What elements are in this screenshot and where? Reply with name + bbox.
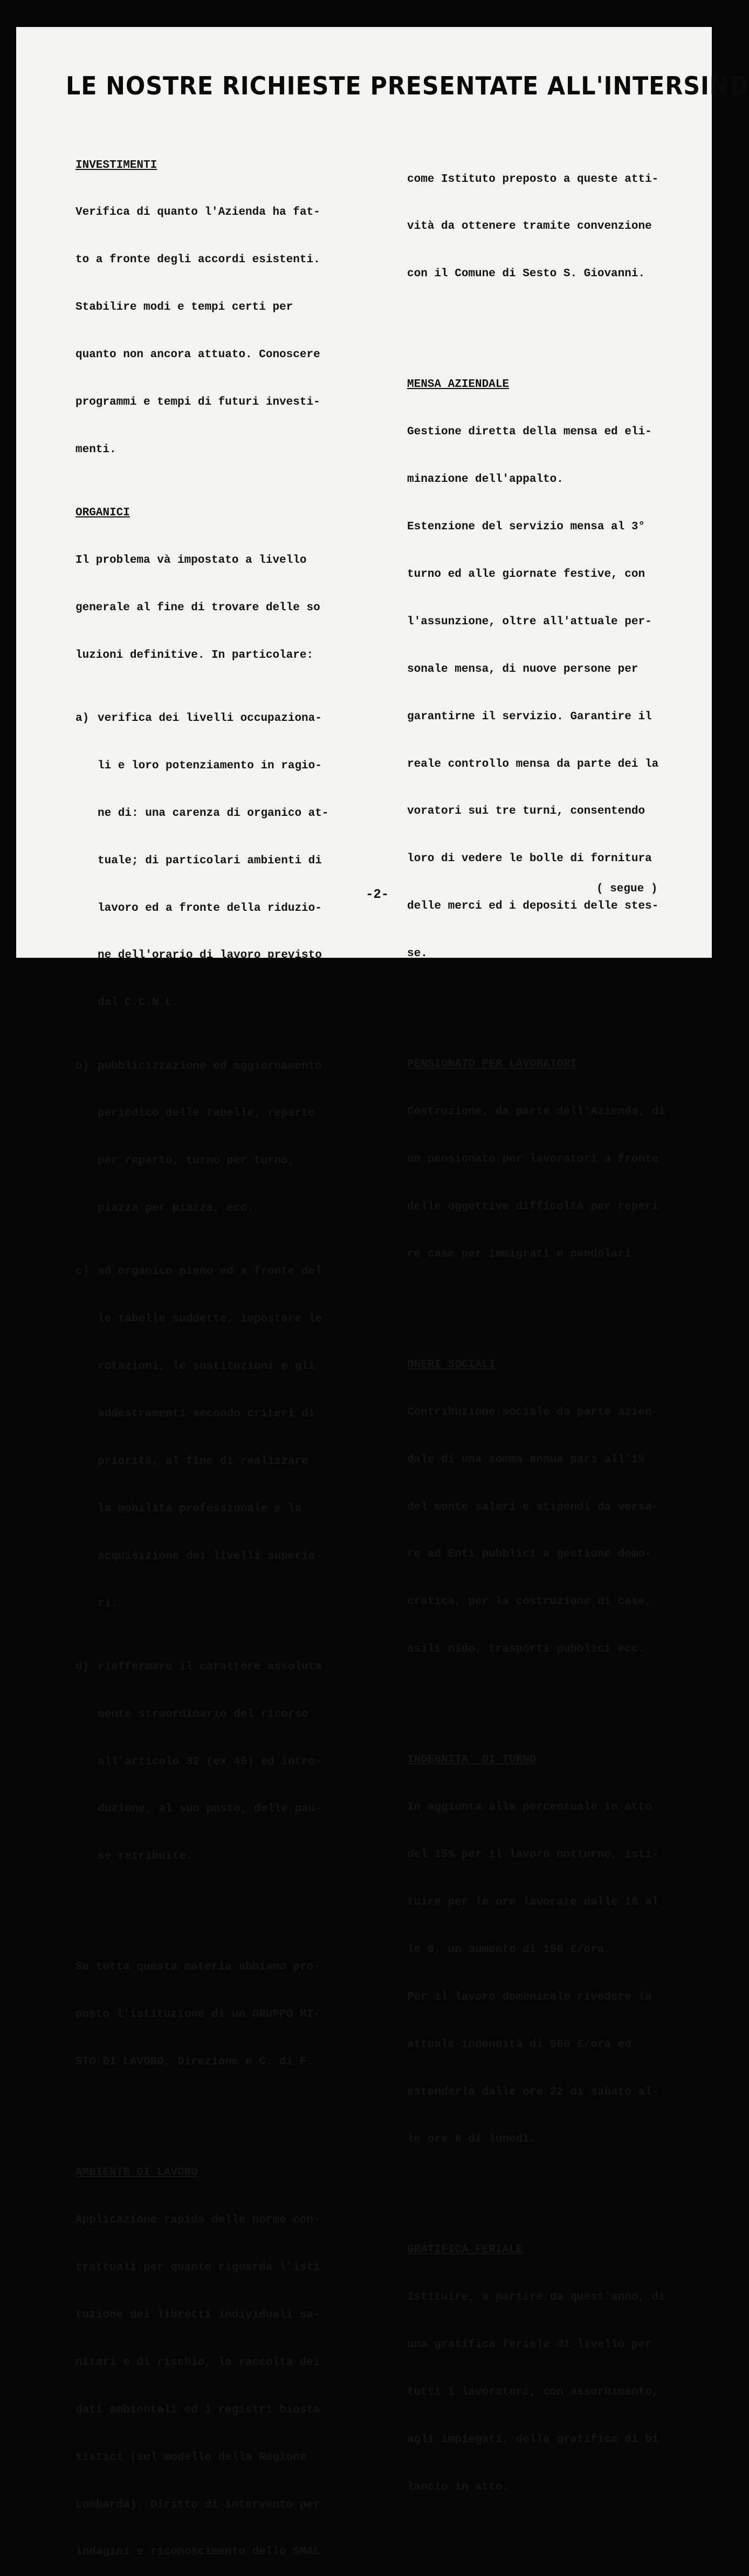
text-line: del monte salari e stipendi da versa- (407, 1501, 659, 1514)
text-line: programmi e tempi di futuri investi- (75, 396, 320, 409)
text-line: verifica dei livelli occupaziona- (98, 712, 322, 725)
text-line: addestramenti secondo criteri di (98, 1408, 315, 1421)
page-title: LE NOSTRE RICHIESTE PRESENTATE ALL'INTERSIND (66, 71, 749, 100)
text-line: Su tutta questa materia abbiamo pro- (75, 1961, 320, 1974)
list-item (75, 1659, 345, 1675)
text-line: garantirne il servizio. Garantire il (407, 710, 652, 723)
text-line: estenderla dalle ore 22 di sabato al- (407, 2086, 659, 2098)
text-line: cratica, per la costruzione di case, (407, 1596, 652, 1609)
text-line: quanto non ancora attuato. Conoscere (75, 349, 320, 362)
list-marker: c) (75, 1265, 90, 1278)
right-column (407, 140, 677, 2511)
text-line: acquisizione dei livelli superio- (98, 1550, 322, 1563)
text-line: all'articolo 32 (ex 45) ed intro- (98, 1755, 322, 1768)
text-line: mente straordinario del ricorso (98, 1708, 308, 1721)
text-line: ne di: una carenza di organico at- (98, 807, 329, 820)
text-line: vità da ottenere tramite convenzione (407, 220, 652, 233)
text-line: del 15% per il lavoro notturno, isti- (407, 1849, 659, 1862)
list-item (75, 1059, 345, 1074)
text-line: Costruzione, da parte dell'Azienda, di (407, 1106, 665, 1119)
text-line: minazione dell'appalto. (407, 473, 564, 486)
section-heading-investimenti: INVESTIMENTI (75, 159, 157, 172)
left-column (75, 126, 345, 2576)
list-item (75, 711, 345, 726)
text-line: menti. (75, 443, 116, 456)
text-line: tuale; di particolari ambienti di (98, 854, 322, 867)
text-line: re ad Enti pubblici a gestione demo- (407, 1548, 652, 1561)
text-line: ne dell'orario di lavoro previsto (98, 949, 322, 962)
text-line: asili nido, trasporti pubblici ecc. (407, 1643, 645, 1656)
text-line: Il problema và impostato a livello (75, 554, 307, 567)
text-line: dal C.C.N.L. (98, 997, 180, 1010)
text-line: duzione, al suo posto, delle pau- (98, 1803, 322, 1816)
text-line: voratori sui tre turni, consentendo (407, 805, 645, 818)
text-line: Lombarda). Diritto di intervento per (75, 2498, 320, 2511)
text-line: rotazioni, le sostituzioni e gli (98, 1360, 315, 1373)
text-line: riaffermare il carattere assoluta (98, 1660, 322, 1673)
text-line: Estenzione del servizio mensa al 3° (407, 521, 645, 534)
text-line: loro di vedere le bolle di fornitura (407, 853, 652, 866)
text-line: Applicazione rapida delle norme con- (75, 2214, 320, 2227)
text-line: agli impiegati, della gratifica di bi (407, 2434, 659, 2446)
text-line: Gestione diretta della mensa ed eli- (407, 426, 652, 439)
text-line: Contribuzione sociale da parte azien- (407, 1406, 659, 1419)
section-heading-ambiente: AMBIENTE DI LAVORO (75, 2166, 198, 2179)
text-line: Istituire, a partire da quest'anno, di (407, 2291, 665, 2304)
text-line: dati ambientali ed i registri biosta (75, 2403, 320, 2416)
text-line: attuale indennità di 500 £/ora ed (407, 2038, 631, 2051)
text-line: tuzione dei libretti individuali sa- (75, 2308, 320, 2321)
section-heading-mensa: MENSA AZIENDALE (407, 378, 510, 391)
text-line: tuire per le ore lavorate dalle 18 al (407, 1896, 659, 1909)
text-line: luzioni definitive. In particolare: (75, 649, 314, 662)
text-line: periodico delle tabelle, reparto (98, 1107, 315, 1120)
text-line: generale al fine di trovare delle so (75, 601, 320, 614)
text-line: come Istituto preposto a queste atti- (407, 173, 659, 186)
text-line: le 6, un aumento di 150 £/ora. (407, 1943, 611, 1956)
text-line: una gratifica feriale di livello per (407, 2339, 652, 2352)
text-line: Stabilire modi e tempi certi per (75, 301, 293, 314)
section-heading-gratifica: GRATIFICA FERIALE (407, 2244, 523, 2257)
list-marker: a) (75, 712, 90, 725)
page-number: -2- (366, 888, 389, 902)
text-line: nitari e di rischio, la raccolta dei (75, 2356, 320, 2369)
text-line: Verifica di quanto l'Azienda ha fat- (75, 206, 320, 219)
text-line: le tabelle suddette, impostare le (98, 1313, 322, 1326)
text-line: ad organico pieno ed a fronte del (98, 1265, 322, 1278)
text-line: con il Comune di Sesto S. Giovanni. (407, 268, 645, 281)
list-marker: b) (75, 1060, 90, 1073)
section-heading-indennita: INDENNITA' DI TURNO (407, 1754, 537, 1767)
text-line: reale controllo mensa da parte dei la (407, 758, 659, 771)
text-line: to a fronte degli accordi esistenti. (75, 254, 320, 267)
text-line: ri. (98, 1597, 118, 1610)
section-heading-pensionato: PENSIONATO PER LAVORATORI (407, 1058, 578, 1071)
text-line: se. (407, 948, 428, 960)
text-line: piazza per piazza, ecc. (98, 1202, 254, 1215)
text-line: li e loro potenziamento in ragio- (98, 759, 322, 772)
text-line: delle oggettive difficoltà per reperi (407, 1200, 659, 1213)
text-line: l'assunzione, oltre all'attuale per- (407, 615, 652, 628)
text-line: le ore 6 di lunedì. (407, 2133, 537, 2146)
text-line: turno ed alle giornate festive, con (407, 568, 645, 581)
text-line: la mobilità professionale e la (98, 1502, 302, 1515)
text-line: dale di una somma annua pari all'1% (407, 1453, 645, 1466)
text-line: delle merci ed i depositi delle stes- (407, 900, 659, 913)
text-line: indagini e riconoscimento dello SMAL (75, 2546, 320, 2559)
text-line: se retribuite. (98, 1850, 193, 1863)
text-line: STO DI LAVORO, Direzione e C. di F. (75, 2056, 314, 2069)
text-line: tutti i lavoratori, con assorbimento, (407, 2386, 659, 2399)
text-line: trattuali per quanto riguarda l'isti (75, 2261, 320, 2274)
text-line: sonale mensa, di nuove persone per (407, 663, 638, 676)
text-line: lavoro ed a fronte della riduzio- (98, 902, 322, 915)
continued-note: ( segue ) (596, 883, 658, 895)
text-line: Per il lavoro domenicale rivedere la (407, 1991, 652, 2003)
list-marker: d) (75, 1660, 90, 1673)
text-line: re case per immigrati e pendolari. (407, 1248, 638, 1260)
section-heading-organici: ORGANICI (75, 507, 130, 520)
text-line: In aggiunta àlla percentuale in atto (407, 1801, 652, 1814)
text-line: per reparto, turno per turno, (98, 1155, 295, 1168)
text-line: tistici (sul modello della Regione (75, 2451, 307, 2464)
text-line: pubblicizzazione ed aggiornamento (98, 1060, 322, 1073)
list-item (75, 1264, 345, 1279)
text-line: priorità, al fine di realizzare (98, 1455, 308, 1468)
text-line: posto l'istituzione di un GRUPPO MI- (75, 2008, 320, 2021)
text-line: lancio in atto. (407, 2480, 510, 2493)
text-line: un pensionato per lavoratori a fronte (407, 1153, 659, 1166)
section-heading-oneri: ONERI SOCIALI (407, 1358, 496, 1371)
